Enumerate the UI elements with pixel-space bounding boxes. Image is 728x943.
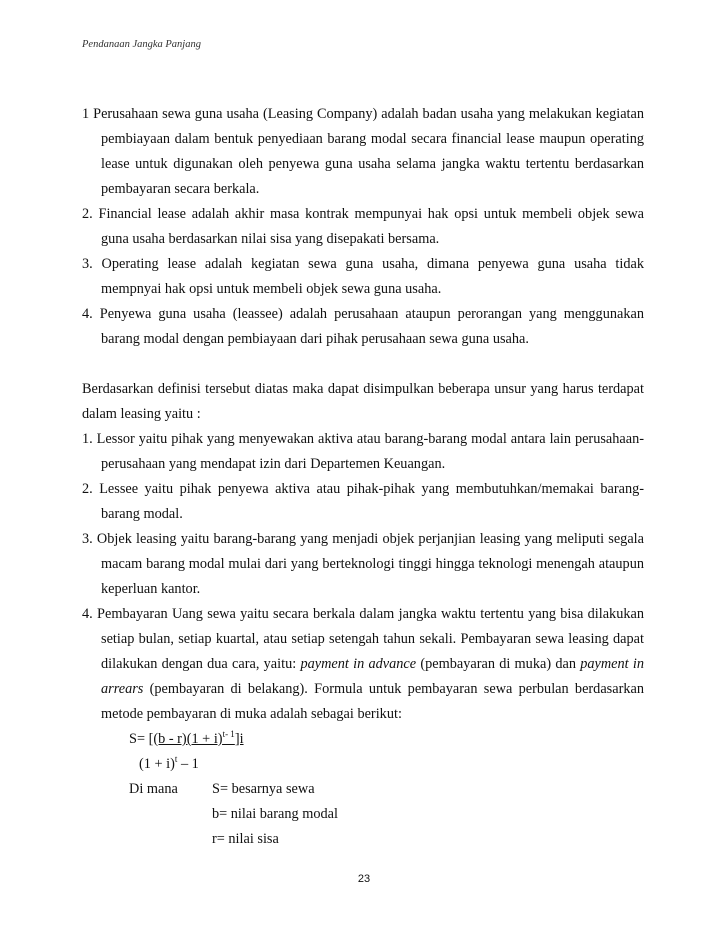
list-text: Lessee yaitu pihak penyewa aktiva atau pihak-pihak yang membutuhkan/memakai barang-barang modal. xyxy=(99,481,645,522)
list-number: 4. xyxy=(82,606,93,622)
list-number: 2. xyxy=(82,206,93,222)
definition-text: b= nilai barang modal xyxy=(212,806,338,822)
formula-definitions xyxy=(82,777,644,852)
list-text: Operating lease adalah kegiatan sewa guna usaha, dimana penyewa guna usaha tidak mempnyai hak opsi untuk membeli objek sewa guna usaha. xyxy=(101,256,644,297)
emphasis-term: payment in advance xyxy=(300,656,417,672)
list-text: (pembayaran di muka) dan xyxy=(416,656,581,672)
definition-list xyxy=(82,102,644,352)
list-item xyxy=(82,202,644,252)
list-item xyxy=(82,252,644,302)
list-text: Financial lease adalah akhir masa kontrak mempunyai hak opsi untuk membeli objek sewa guna usaha berdasarkan nilai sisa yang disepakati bersama. xyxy=(98,206,644,247)
list-text: Penyewa guna usaha (leassee) adalah perusahaan ataupun perorangan yang menggunakan barang modal dengan pembiayaan dari pihak perusahaan sewa guna usaha. xyxy=(99,306,644,347)
list-item xyxy=(82,527,644,602)
denominator-part: – 1 xyxy=(177,756,199,772)
formula-numerator-text xyxy=(149,731,244,747)
list-number: 3. xyxy=(82,256,93,272)
spacer xyxy=(82,352,644,377)
intro-paragraph: Berdasarkan definisi tersebut diatas maka dapat disimpulkan beberapa unsur yang harus terdapat dalam leasing yaitu : xyxy=(82,381,644,422)
definition-row xyxy=(82,827,644,852)
list-item xyxy=(82,102,644,202)
formula-numerator xyxy=(129,727,244,752)
running-header: Pendanaan Jangka Panjang xyxy=(82,39,201,50)
list-text: (pembayaran di belakang). Formula untuk pembayaran sewa perbulan berdasarkan metode pembayaran di muka adalah sebagai berikut: xyxy=(101,681,644,722)
definition-text: r= nilai sisa xyxy=(212,831,279,847)
list-text: Pembayaran Uang sewa yaitu secara berkala dalam jangka waktu tertentu yang bisa dilakukan setiap bulan, setiap kuartal, atau setiap setengah tahun sekali. Pembayaran sewa leasing dapat dilakukan dengan dua cara, yaitu: xyxy=(97,606,644,672)
definition-row xyxy=(82,802,644,827)
list-item xyxy=(82,477,644,527)
formula-lhs: S= xyxy=(129,731,149,747)
list-item xyxy=(82,427,644,477)
list-number: 4. xyxy=(82,306,93,322)
definition-row xyxy=(82,777,644,802)
definition-text: S= besarnya sewa xyxy=(212,781,315,797)
list-number: 1 xyxy=(82,106,90,122)
payment-formula xyxy=(82,727,644,777)
list-text: Perusahaan sewa guna usaha (Leasing Company) adalah badan usaha yang melakukan kegiatan pembiayaan dalam bentuk penyediaan barang modal secara financial lease maupun operating lease untuk digunakan oleh penyewa guna usaha selama jangka waktu tertentu berdasarkan pembayaran secara berkala. xyxy=(93,106,645,197)
list-number: 3. xyxy=(82,531,93,547)
definitions-label: Di mana xyxy=(129,781,178,797)
list-number: 2. xyxy=(82,481,93,497)
page-number: 23 xyxy=(357,873,371,885)
list-item xyxy=(82,302,644,352)
page-content xyxy=(82,102,644,852)
denominator-exponent: t xyxy=(174,754,178,764)
denominator-part: (1 + i) xyxy=(139,756,175,772)
emphasis-term: payment in arrears xyxy=(101,656,645,697)
list-text: Lessor yaitu pihak yang menyewakan aktiva atau barang-barang modal antara lain perusahaan-perusahaan yang mendapat izin dari Departemen Keuangan. xyxy=(96,431,645,472)
list-text: Objek leasing yaitu barang-barang yang menjadi objek perjanjian leasing yang meliputi segala macam barang modal mulai dari yang berteknologi tinggi hingga teknologi menengah ataupun keperluan kantor. xyxy=(96,531,644,597)
list-item xyxy=(82,602,644,727)
formula-denominator xyxy=(139,752,199,777)
numerator-part: [(b - r)(1 + i) xyxy=(148,731,223,747)
numerator-exponent: t- 1 xyxy=(222,729,235,739)
numerator-part: ]i xyxy=(234,731,244,747)
elements-list xyxy=(82,427,644,727)
list-number: 1. xyxy=(82,431,93,447)
